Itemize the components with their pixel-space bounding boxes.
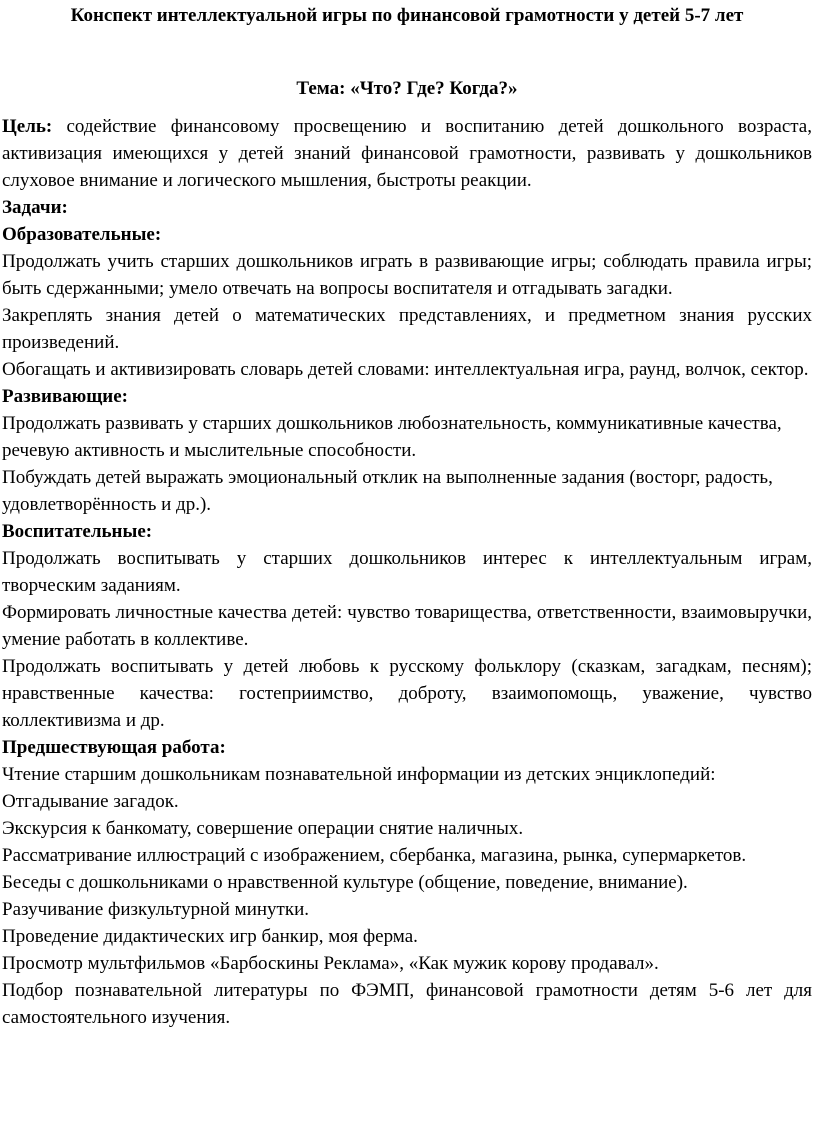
- preliminary-item: Подбор познавательной литературы по ФЭМП, финансовой грамотности детям 5-6 лет для самостоятельного изучения.: [2, 980, 812, 1028]
- document-title: Конспект интеллектуальной игры по финансовой грамотности у детей 5-7 лет: [70, 5, 744, 26]
- preliminary-item: Беседы с дошкольниками о нравственной культуре (общение, поведение, внимание).: [2, 872, 688, 893]
- educational-item: Закреплять знания детей о математических представлениях, и предметном знания русских произведений.: [2, 305, 812, 353]
- preliminary-item: Разучивание физкультурной минутки.: [2, 899, 309, 920]
- upbringing-heading: Воспитательные:: [2, 521, 153, 542]
- upbringing-item: Формировать личностные качества детей: чувство товарищества, ответственности, взаимовыручки, умение работать в коллективе.: [2, 602, 812, 650]
- educational-item: Обогащать и активизировать словарь детей словами: интеллектуальная игра, раунд, волчок, сектор.: [2, 359, 809, 380]
- upbringing-item: Продолжать воспитывать у старших дошкольников интерес к интеллектуальным играм, творческим заданиям.: [2, 548, 812, 596]
- preliminary-item: Экскурсия к банкомату, совершение операции снятие наличных.: [2, 818, 524, 839]
- developmental-heading: Развивающие:: [2, 386, 128, 407]
- goal-label: Цель:: [2, 116, 53, 137]
- preliminary-item: Рассматривание иллюстраций с изображением, сбербанка, магазина, рынка, супермаркетов.: [2, 845, 747, 866]
- topic-heading: Тема: «Что? Где? Когда?»: [296, 78, 518, 99]
- title-spacer: [2, 29, 812, 75]
- preliminary-item: Просмотр мультфильмов «Барбоскины Реклама», «Как мужик корову продавал».: [2, 953, 659, 974]
- preliminary-heading: Предшествующая работа:: [2, 737, 226, 758]
- goal-paragraph: [2, 113, 812, 194]
- developmental-item: Продолжать развивать у старших дошкольников любознательность, коммуникативные качества, речевую активность и мыслительные способности.: [2, 413, 782, 461]
- educational-heading: Образовательные:: [2, 224, 162, 245]
- preliminary-item: Чтение старшим дошкольникам познавательной информации из детских энциклопедий:: [2, 764, 716, 785]
- upbringing-item: Продолжать воспитывать у детей любовь к русскому фольклору (сказкам, загадкам, песням); нравственные качества: гостеприимство, доброту, взаимопомощь, уважение, чувство коллективизма и др.: [2, 656, 812, 731]
- educational-item: Продолжать учить старших дошкольников играть в развивающие игры; соблюдать правила игры; быть сдержанными; умело отвечать на вопросы воспитателя и отгадывать загадки.: [2, 251, 812, 299]
- preliminary-item: Отгадывание загадок.: [2, 791, 179, 812]
- developmental-item: Побуждать детей выражать эмоциональный отклик на выполненные задания (восторг, радость, удовлетворённость и др.).: [2, 467, 773, 515]
- preliminary-item: Проведение дидактических игр банкир, моя ферма.: [2, 926, 418, 947]
- goal-text: содействие финансовому просвещению и воспитанию детей дошкольного возраста, активизация имеющихся у детей знаний финансовой грамотности, развивать у дошкольников слуховое внимание и логического мышления, быстроты реакции.: [2, 116, 812, 191]
- tasks-heading: Задачи:: [2, 197, 68, 218]
